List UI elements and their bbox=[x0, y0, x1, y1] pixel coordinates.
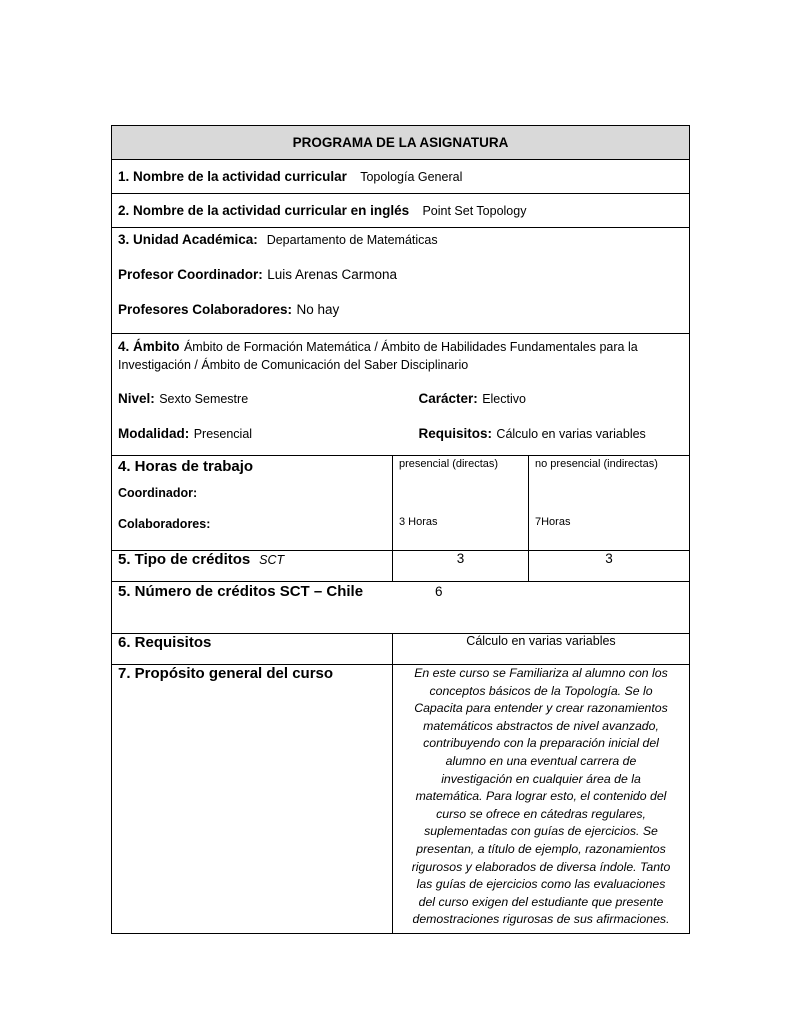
coordinador-label: Profesor Coordinador: bbox=[118, 267, 263, 282]
numero-creditos-label: 5. Número de créditos SCT – Chile bbox=[118, 583, 364, 600]
proposito-line: investigación en cualquier área de la bbox=[441, 771, 641, 786]
proposito-line: En este curso se Familiariza al alumno con los bbox=[414, 666, 668, 680]
proposito-label: 7. Propósito general del curso bbox=[118, 665, 334, 682]
nivel-value: Sexto Semestre bbox=[159, 392, 249, 406]
requisitos-ambito-label: Requisitos: bbox=[418, 426, 492, 441]
requisitos-label: 6. Requisitos bbox=[118, 634, 212, 651]
unidad-value: Departamento de Matemáticas bbox=[266, 233, 438, 247]
proposito-line: del curso exigen del estudiante que presente bbox=[418, 894, 664, 909]
coordinador-value: Luis Arenas Carmona bbox=[267, 267, 398, 282]
header-row bbox=[112, 126, 690, 160]
horas-label: 4. Horas de trabajo bbox=[118, 458, 254, 475]
tipo-creditos-row bbox=[112, 551, 690, 582]
presencial-value: 3 Horas bbox=[399, 516, 438, 528]
requisitos-ambito-value: Cálculo en varias variables bbox=[496, 427, 646, 441]
horas-row bbox=[112, 456, 690, 551]
nombre-value: Topología General bbox=[360, 169, 463, 184]
unidad-row bbox=[112, 228, 690, 334]
proposito-line: conceptos básicos de la Topología. Se lo bbox=[429, 683, 653, 698]
horas-colaboradores-label: Colaboradores: bbox=[118, 517, 211, 531]
modalidad-value: Presencial bbox=[193, 427, 253, 441]
colaboradores-value: No hay bbox=[296, 302, 340, 317]
program-table bbox=[111, 125, 690, 934]
proposito-line: contribuyendo con la preparación inicial del bbox=[423, 736, 659, 751]
proposito-line: suplementadas con guías de ejercicios. Se bbox=[424, 824, 658, 839]
modalidad-label: Modalidad: bbox=[118, 426, 190, 441]
proposito-line: matemática. Para lograr esto, el contenido del bbox=[415, 789, 667, 804]
proposito-line: curso se ofrece en cátedras regulares, bbox=[436, 806, 646, 821]
program-document bbox=[111, 125, 689, 934]
horas-coordinador-label: Coordinador: bbox=[118, 486, 198, 500]
nivel-label: Nivel: bbox=[118, 391, 155, 406]
nombre-ingles-label: 2. Nombre de la actividad curricular en inglés bbox=[118, 202, 410, 218]
proposito-line: matemáticos abstractos de nivel avanzado, bbox=[423, 718, 659, 733]
nombre-label: 1. Nombre de la actividad curricular bbox=[118, 168, 347, 184]
proposito-line: demostraciones rigurosas de sus afirmaciones. bbox=[412, 912, 670, 927]
nombre-ingles-value: Point Set Topology bbox=[422, 203, 527, 218]
tipo-creditos-value-2: 3 bbox=[529, 551, 690, 582]
presencial-header: presencial (directas) bbox=[399, 458, 499, 470]
ambito-value-line1: Ámbito de Formación Matemática / Ámbito de Habilidades Fundamentales para la bbox=[183, 340, 638, 354]
requisitos-value: Cálculo en varias variables bbox=[393, 634, 690, 665]
no-presencial-value: 7Horas bbox=[535, 516, 571, 528]
ambito-row bbox=[112, 334, 690, 456]
tipo-creditos-value-1: 3 bbox=[393, 551, 529, 582]
proposito-line: las guías de ejercicios como las evaluaciones bbox=[416, 877, 666, 892]
ambito-label: 4. Ámbito bbox=[118, 339, 180, 354]
colaboradores-label: Profesores Colaboradores: bbox=[118, 302, 293, 317]
proposito-line: presentan, a título de ejemplo, razonamientos bbox=[416, 841, 666, 856]
caracter-value: Electivo bbox=[482, 392, 526, 406]
tipo-creditos-sub: SCT bbox=[259, 553, 285, 567]
numero-creditos-row bbox=[112, 582, 690, 634]
proposito-row bbox=[112, 665, 690, 934]
table-header: PROGRAMA DE LA ASIGNATURA bbox=[112, 126, 690, 160]
ambito-value-line2: Investigación / Ámbito de Comunicación del Saber Disciplinario bbox=[118, 358, 469, 372]
no-presencial-header: no presencial (indirectas) bbox=[535, 458, 658, 470]
requisitos-row bbox=[112, 634, 690, 665]
proposito-line: alumno en una eventual carrera de bbox=[445, 753, 637, 768]
unidad-label: 3. Unidad Académica: bbox=[118, 232, 258, 247]
caracter-label: Carácter: bbox=[418, 391, 478, 406]
proposito-line: Capacita para entender y crear razonamientos bbox=[414, 701, 668, 716]
nombre-row bbox=[112, 160, 690, 194]
proposito-line: rigurosos y elaborados de diversa índole. Tanto bbox=[411, 859, 671, 874]
nombre-ingles-row bbox=[112, 194, 690, 228]
numero-creditos-value: 6 bbox=[435, 584, 443, 599]
tipo-creditos-label: 5. Tipo de créditos bbox=[118, 551, 251, 568]
